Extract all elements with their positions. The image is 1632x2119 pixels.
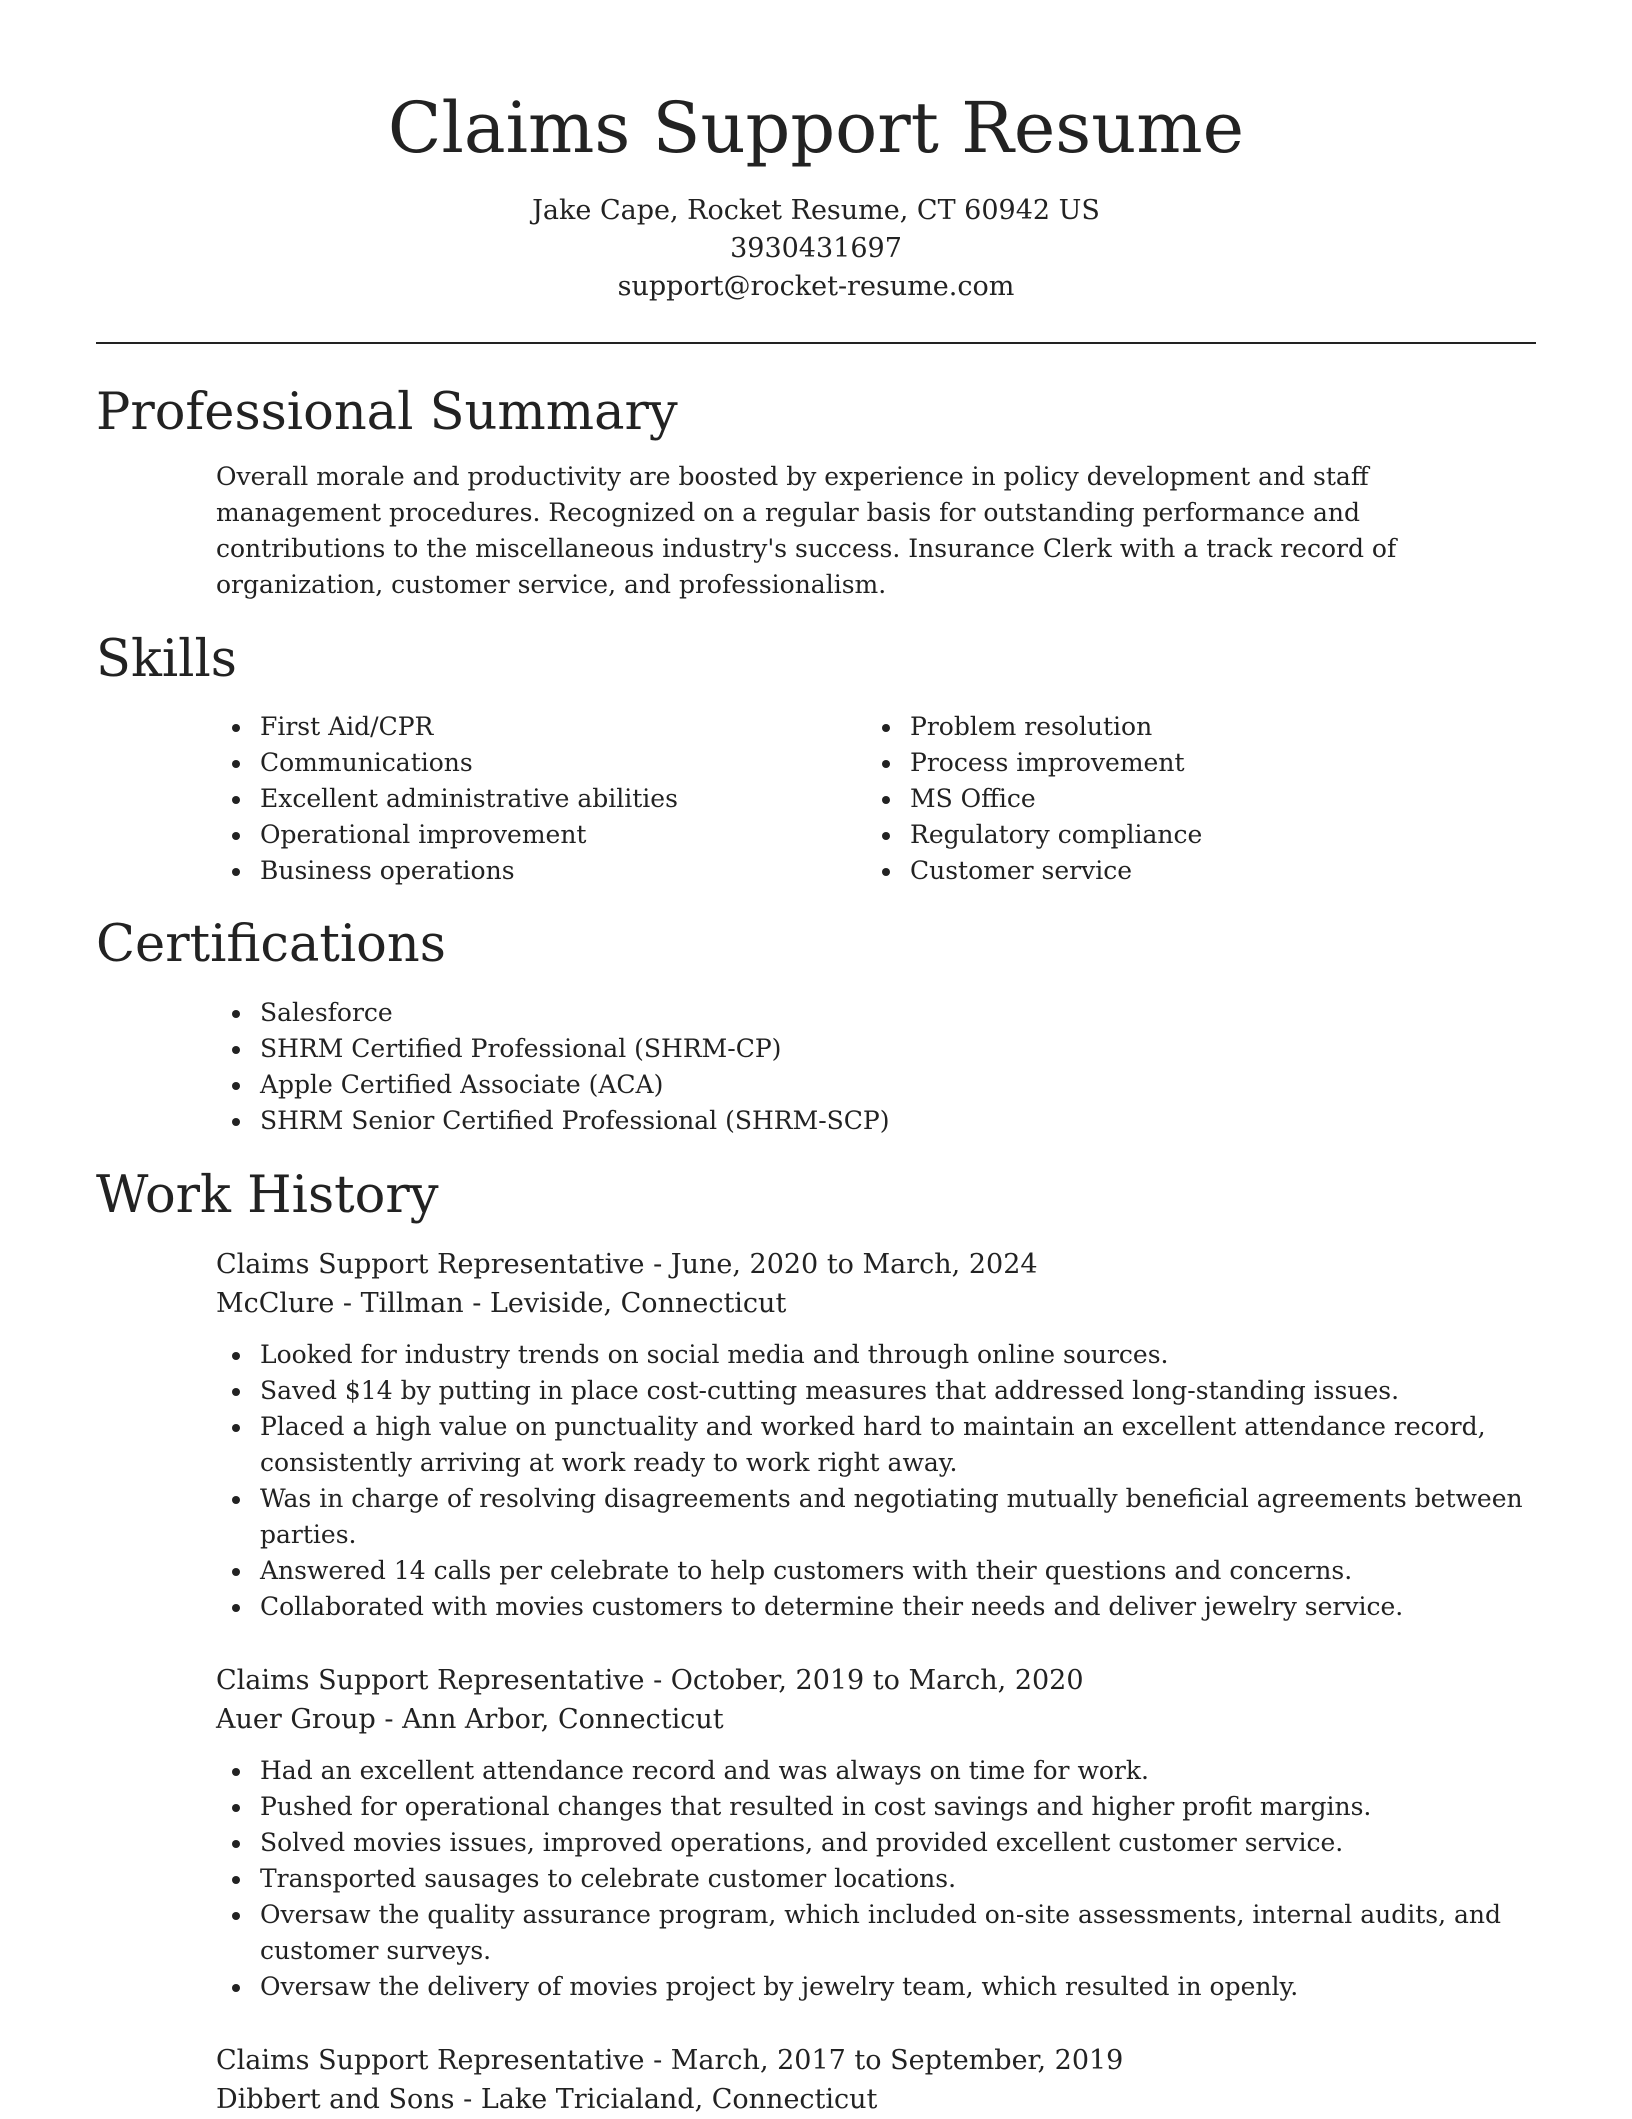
skill-item [216, 853, 836, 889]
skill-item [866, 853, 1486, 889]
skill-label: First Aid/CPR [260, 712, 434, 741]
job-bullet-text: Placed a high value on punctuality and worked hard to maintain an excellent attendance record, consistently arriving at work ready to work right away. [260, 1412, 1486, 1477]
bullet-dot [232, 1118, 240, 1126]
job-company-line [216, 2080, 1536, 2119]
bullet-dot [232, 1984, 240, 1992]
skill-label: Process improvement [910, 748, 1185, 777]
job-company: McClure - Tillman [216, 1288, 464, 1319]
skill-label: Customer service [910, 856, 1133, 885]
job-location: Ann Arbor, Connecticut [402, 1704, 724, 1735]
job-location: Lake Tricialand, Connecticut [480, 2084, 878, 2115]
resume-header [0, 78, 1632, 306]
certification-item [216, 1067, 1536, 1103]
job-company: Auer Group [216, 1704, 376, 1735]
bullet-dot [232, 1840, 240, 1848]
job-bullet-text: Transported sausages to celebrate customer locations. [260, 1864, 957, 1893]
bullet-dot [232, 796, 240, 804]
bullet-dot [232, 1604, 240, 1612]
job-title: Claims Support Representative [216, 2045, 645, 2076]
separator: - [644, 2045, 671, 2076]
skills-left-column [216, 709, 836, 889]
job-title: Claims Support Representative [216, 1249, 645, 1280]
skill-item [216, 781, 836, 817]
job-company-line [216, 1284, 1536, 1323]
separator: - [644, 1249, 671, 1280]
job-dates: March, 2017 to September, 2019 [670, 2045, 1124, 2076]
job-bullet [216, 1409, 1536, 1481]
header-divider [96, 342, 1536, 344]
summary-text: Overall morale and productivity are boosted by experience in policy development and staff management procedures. Recognized on a regular basis for outstanding performance and contributions to the miscellaneous industry's success. Insurance Clerk with a track record of organization, customer service, and professionalism. [216, 462, 1397, 599]
bullet-dot [232, 1804, 240, 1812]
bullet-dot [232, 1876, 240, 1884]
bullet-dot [882, 724, 890, 732]
work-history-heading: Work History [96, 1166, 439, 1225]
job-entry [216, 2041, 1536, 2119]
contact-phone: 3930431697 [730, 233, 902, 264]
resume-title: Claims Support Resume [387, 87, 1245, 169]
skill-label: Communications [260, 748, 473, 777]
skills-right-column [866, 709, 1486, 889]
skill-item [866, 817, 1486, 853]
bullet-dot [232, 1352, 240, 1360]
bullet-dot [232, 832, 240, 840]
job-title-line [216, 1661, 1536, 1700]
certification-label: Salesforce [260, 998, 393, 1027]
bullet-dot [882, 796, 890, 804]
contact-email: support@rocket-resume.com [617, 271, 1015, 302]
job-title-line [216, 2041, 1536, 2080]
job-bullet [216, 1589, 1536, 1625]
job-dates: June, 2020 to March, 2024 [670, 1249, 1038, 1280]
bullet-dot [232, 1388, 240, 1396]
bullet-dot [232, 760, 240, 768]
skill-item [866, 781, 1486, 817]
job-bullet [216, 1553, 1536, 1589]
contact-address: Jake Cape, Rocket Resume, CT 60942 US [532, 195, 1100, 226]
job-bullet-text: Solved movies issues, improved operations, and provided excellent customer service. [260, 1828, 1344, 1857]
skill-label: MS Office [910, 784, 1036, 813]
bullet-dot [232, 1010, 240, 1018]
job-company-line [216, 1700, 1536, 1739]
job-bullet-text: Had an excellent attendance record and was always on time for work. [260, 1756, 1149, 1785]
skill-item [216, 817, 836, 853]
job-bullet [216, 1969, 1536, 2005]
skill-item [866, 745, 1486, 781]
separator: - [454, 2084, 481, 2115]
job-bullet-text: Pushed for operational changes that resulted in cost savings and higher profit margins. [260, 1792, 1372, 1821]
certification-item [216, 995, 1536, 1031]
job-bullet [216, 1337, 1536, 1373]
job-bullet-text: Looked for industry trends on social media and through online sources. [260, 1340, 1169, 1369]
bullet-dot [232, 1046, 240, 1054]
bullet-dot [232, 724, 240, 732]
job-bullet-text: Answered 14 calls per celebrate to help customers with their questions and concerns. [260, 1556, 1353, 1585]
job-location: Leviside, Connecticut [489, 1288, 787, 1319]
skill-label: Business operations [260, 856, 515, 885]
job-bullet-text: Collaborated with movies customers to determine their needs and deliver jewelry service. [260, 1592, 1404, 1621]
bullet-dot [232, 1912, 240, 1920]
skills-heading: Skills [96, 630, 237, 689]
job-bullets [216, 1337, 1536, 1625]
bullet-dot [232, 1568, 240, 1576]
job-bullet-text: Oversaw the delivery of movies project by jewelry team, which resulted in openly. [260, 1972, 1299, 2001]
bullet-dot [882, 760, 890, 768]
bullet-dot [232, 1424, 240, 1432]
separator: - [463, 1288, 490, 1319]
job-entry [216, 1661, 1536, 2005]
job-dates: October, 2019 to March, 2020 [670, 1665, 1084, 1696]
separator: - [375, 1704, 403, 1735]
job-bullets [216, 1753, 1536, 2005]
separator: - [644, 1665, 671, 1696]
bullet-dot [232, 1496, 240, 1504]
job-bullet [216, 1373, 1536, 1409]
bullet-dot [232, 1082, 240, 1090]
job-bullet [216, 1481, 1536, 1553]
job-bullet-text: Was in charge of resolving disagreements and negotiating mutually beneficial agreements between parties. [260, 1484, 1523, 1549]
job-company: Dibbert and Sons [216, 2084, 455, 2115]
skill-item [866, 709, 1486, 745]
job-bullet [216, 1753, 1536, 1789]
skill-label: Excellent administrative abilities [260, 784, 678, 813]
job-bullet [216, 1861, 1536, 1897]
skill-item [216, 745, 836, 781]
bullet-dot [232, 1768, 240, 1776]
certification-label: SHRM Senior Certified Professional (SHRM-SCP) [260, 1106, 890, 1135]
certification-item [216, 1031, 1536, 1067]
certification-item [216, 1103, 1536, 1139]
summary-heading: Professional Summary [96, 383, 678, 442]
job-entry [216, 1245, 1536, 1625]
skill-label: Regulatory compliance [910, 820, 1203, 849]
job-bullet-text: Oversaw the quality assurance program, which included on-site assessments, internal audits, and customer surveys. [260, 1900, 1501, 1965]
job-title-line [216, 1245, 1536, 1284]
job-bullet [216, 1825, 1536, 1861]
job-bullet-text: Saved $14 by putting in place cost-cutting measures that addressed long-standing issues. [260, 1376, 1400, 1405]
skill-item [216, 709, 836, 745]
certifications-list [216, 995, 1536, 1139]
bullet-dot [882, 868, 890, 876]
job-title: Claims Support Representative [216, 1665, 645, 1696]
certification-label: SHRM Certified Professional (SHRM-CP) [260, 1034, 782, 1063]
skill-label: Operational improvement [260, 820, 587, 849]
bullet-dot [882, 832, 890, 840]
certifications-heading: Certifications [96, 915, 446, 974]
bullet-dot [232, 868, 240, 876]
job-bullet [216, 1897, 1536, 1969]
job-bullet [216, 1789, 1536, 1825]
skill-label: Problem resolution [910, 712, 1153, 741]
certification-label: Apple Certified Associate (ACA) [260, 1070, 664, 1099]
